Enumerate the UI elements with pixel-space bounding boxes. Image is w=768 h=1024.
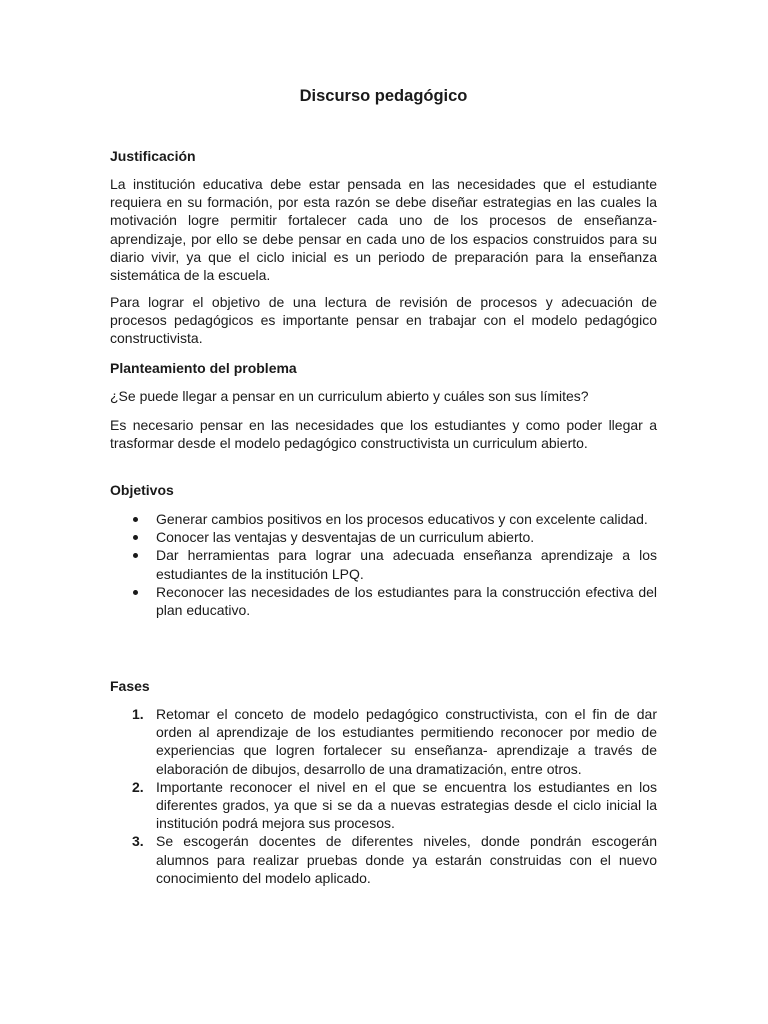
bullet-icon [133,517,138,522]
objetivo-item [110,528,657,546]
paragraph-justificacion-2: Para lograr el objetivo de una lectura de revisión de procesos y adecuación de procesos pedagógicos es importante pensar en trabajar con el modelo pedagógico constructivista. [110,294,657,347]
fase-number: 3. [132,833,144,850]
fase-number: 1. [132,706,144,722]
fase-text: Importante reconocer el nivel en el que se encuentra los estudiantes en los diferentes grados, ya que si se da a nuevas estrategias desde el ciclo inicial la institución podrá mejora sus procesos. [156,778,657,832]
objetivo-item [110,510,657,528]
paragraph-justificacion-1: La institución educativa debe estar pensada en las necesidades que el estudiante requiera en su formación, por esta razón se debe diseñar estrategias en las cuales la motivación logre permitir fortalecer cada uno de los procesos de enseñanza-aprendizaje, por ello se debe pensar en cada uno de los espacios construidos para su diario vivir, ya que el ciclo inicial es un periodo de preparación para la enseñanza sistemática de la escuela. [110,176,657,284]
fase-text: Retomar el conceto de modelo pedagógico constructivista, con el fin de dar orden al aprendizaje de los estudiantes permitiendo reconocer por medio de experiencias que logren fortalecer su enseñanza- aprendizaje a través de elaboración de dibujos, desarrollo de una dramatización, entre otros. [156,706,657,777]
bullet-icon [133,535,138,540]
fase-item [110,832,657,887]
objetivo-item [110,546,657,582]
fase-item [110,778,657,833]
fases-list [110,705,657,887]
objetivo-text: Dar herramientas para lograr una adecuada enseñanza aprendizaje a los estudiantes de la institución LPQ. [156,547,657,582]
objetivo-text: Reconocer las necesidades de los estudiantes para la construcción efectiva del plan educativo. [156,583,657,619]
objetivo-item [110,583,657,619]
objetivos-list [110,510,657,619]
bullet-icon [133,590,138,595]
objetivo-text: Conocer las ventajas y desventajas de un curriculum abierto. [156,529,535,546]
heading-planteamiento: Planteamiento del problema [110,360,297,376]
objetivo-text: Generar cambios positivos en los procesos educativos y con excelente calidad. [156,511,648,527]
fase-item [110,705,657,778]
fase-number: 2. [132,778,144,795]
heading-fases: Fases [110,678,150,694]
heading-justificacion: Justificación [110,148,196,164]
fase-text: Se escogerán docentes de diferentes niveles, donde pondrán escogerán alumnos para realizar pruebas donde ya estarán construidas con el nuevo conocimiento del modelo aplicado. [156,833,657,886]
paragraph-planteamiento-2: Es necesario pensar en las necesidades que los estudiantes y como poder llegar a trasformar desde el modelo pedagógico constructivista un curriculum abierto. [110,417,657,452]
document-title: Discurso pedagógico [299,87,468,105]
bullet-icon [133,553,138,558]
heading-objetivos: Objetivos [110,482,174,498]
paragraph-planteamiento-question: ¿Se puede llegar a pensar en un curriculum abierto y cuáles son sus límites? [110,388,589,404]
